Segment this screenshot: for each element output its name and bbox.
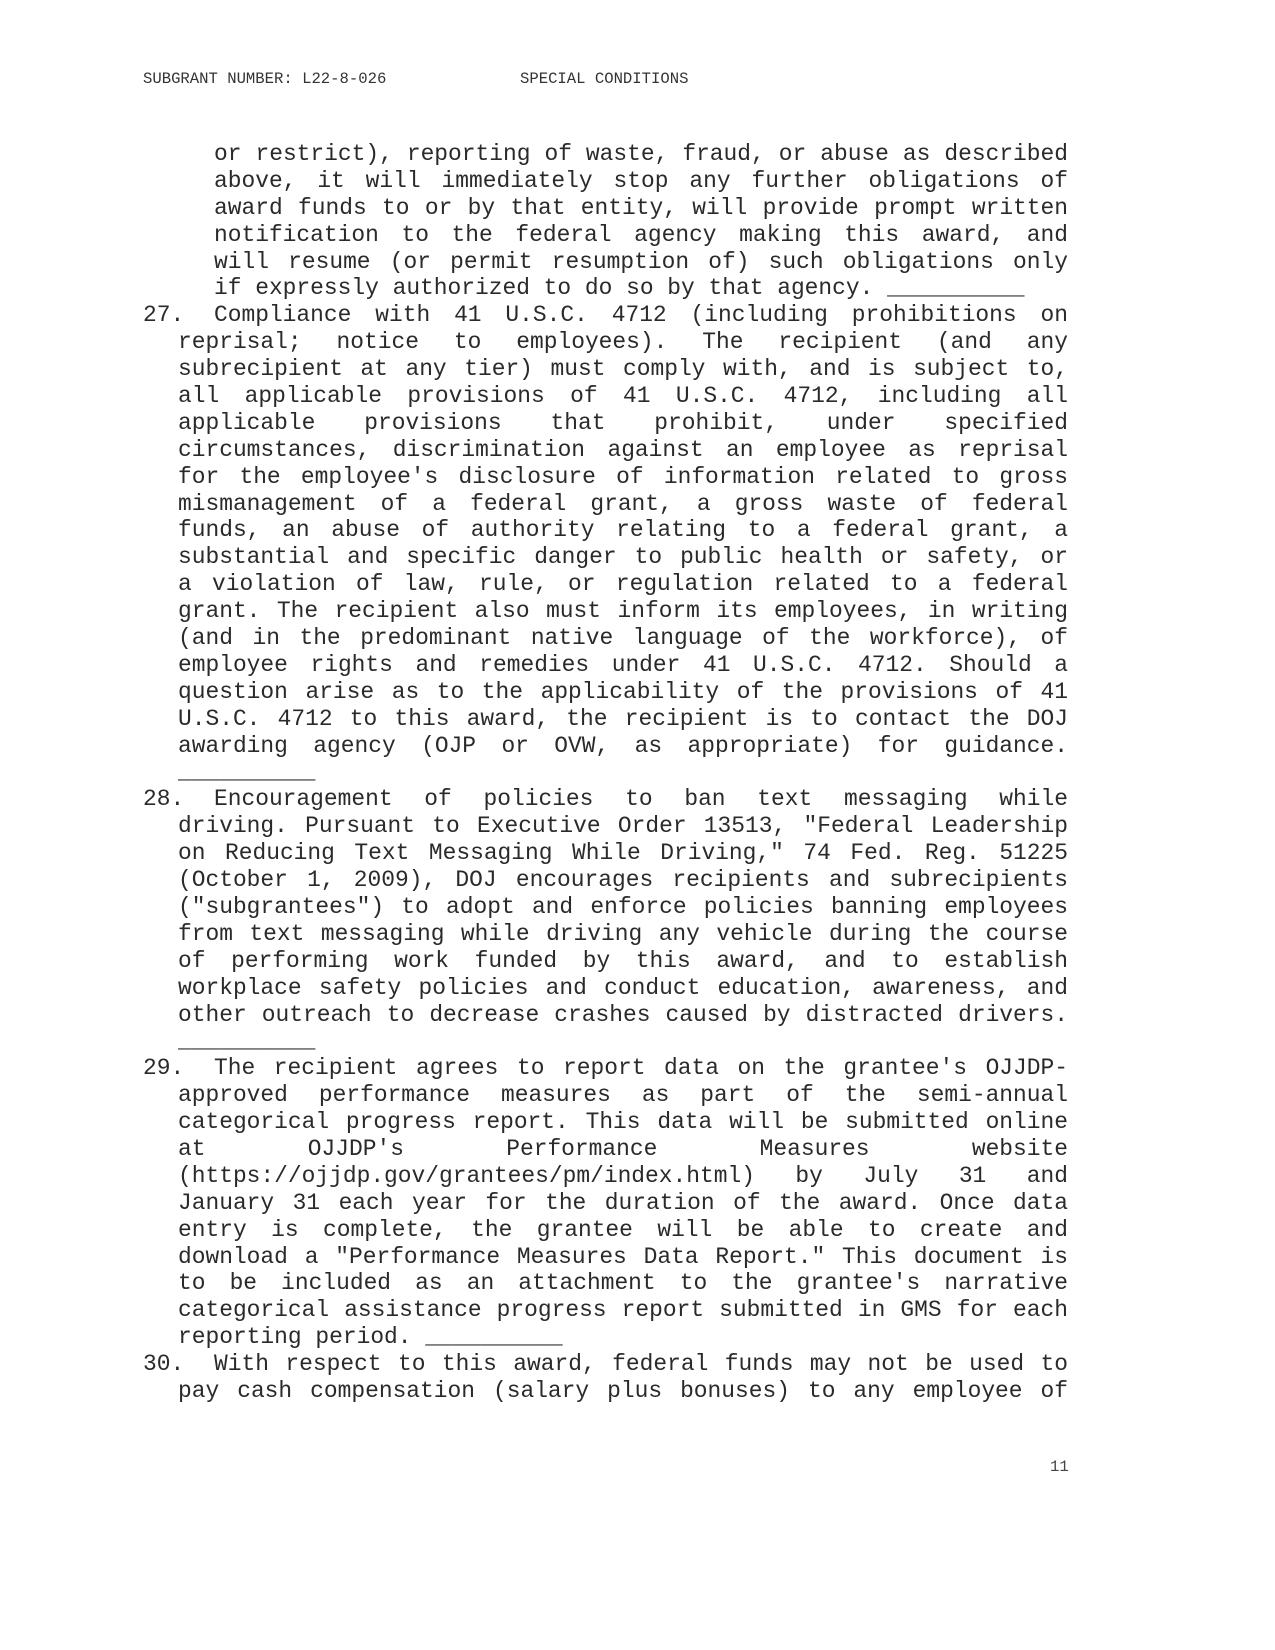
text-line: reporting period. __________ (178, 1324, 563, 1351)
condition-27 (0, 302, 1275, 786)
text-line: driving. Pursuant to Executive Order 13513, "Federal Leadership (178, 813, 1068, 840)
text-line: question arise as to the applicability of the provisions of 41 (178, 678, 1068, 705)
text-line: awarding agency (OJP or OVW, as appropriate) for guidance. (178, 732, 1068, 759)
text-line: applicable provisions that prohibit, under specified (178, 409, 1068, 436)
condition-number: 28. (143, 786, 185, 813)
text-line: will resume (or permit resumption of) such obligations only (214, 248, 1068, 275)
text-line: for the employee's disclosure of information related to gross (178, 463, 1068, 490)
text-line: funds, an abuse of authority relating to a federal grant, a (178, 517, 1068, 544)
text-line: (October 1, 2009), DOJ encourages recipients and subrecipients (178, 867, 1068, 894)
text-line: notification to the federal agency making this award, and (214, 221, 1068, 248)
text-line: U.S.C. 4712 to this award, the recipient is to contact the DOJ (178, 705, 1068, 732)
text-line: subrecipient at any tier) must comply with, and is subject to, (178, 356, 1068, 383)
text-line: from text messaging while driving any vehicle during the course (178, 920, 1068, 947)
text-line: substantial and specific danger to public health or safety, or (178, 544, 1068, 571)
condition-continued (0, 141, 1275, 302)
text-line: mismanagement of a federal grant, a gross waste of federal (178, 490, 1068, 517)
condition-number: 30. (143, 1351, 185, 1378)
condition-29 (0, 1055, 1275, 1351)
text-line: grant. The recipient also must inform its employees, in writing (178, 598, 1068, 625)
text-line: a violation of law, rule, or regulation related to a federal (178, 571, 1068, 598)
text-line: __________ (178, 759, 316, 786)
text-line: on Reducing Text Messaging While Driving," 74 Fed. Reg. 51225 (178, 840, 1068, 867)
text-line: reprisal; notice to employees). The recipient (and any (178, 329, 1068, 356)
text-line: Encouragement of policies to ban text messaging while (214, 786, 1068, 813)
header-title: SPECIAL CONDITIONS (520, 70, 689, 88)
text-line: January 31 each year for the duration of the award. Once data (178, 1189, 1068, 1216)
text-line: (https://ojjdp.gov/grantees/pm/index.html) by July 31 and (178, 1162, 1068, 1189)
text-line: all applicable provisions of 41 U.S.C. 4712, including all (178, 383, 1068, 410)
text-line: pay cash compensation (salary plus bonuses) to any employee of (178, 1377, 1068, 1404)
text-line: circumstances, discrimination against an employee as reprisal (178, 436, 1068, 463)
subgrant-number: SUBGRANT NUMBER: L22-8-026 (143, 70, 387, 88)
text-line: approved performance measures as part of the semi-annual (178, 1082, 1068, 1109)
text-line: at OJJDP's Performance Measures website (178, 1135, 1068, 1162)
text-line: employee rights and remedies under 41 U.S.C. 4712. Should a (178, 651, 1068, 678)
text-line: Compliance with 41 U.S.C. 4712 (including prohibitions on (214, 302, 1068, 329)
text-line: award funds to or by that entity, will provide prompt written (214, 194, 1068, 221)
text-line: The recipient agrees to report data on the grantee's OJJDP- (214, 1055, 1068, 1082)
text-line: With respect to this award, federal funds may not be used to (214, 1351, 1068, 1378)
text-line: download a "Performance Measures Data Report." This document is (178, 1243, 1068, 1270)
condition-number: 27. (143, 302, 185, 329)
condition-30 (0, 1351, 1275, 1405)
page-number: 11 (1050, 1458, 1069, 1476)
text-line: ("subgrantees") to adopt and enforce policies banning employees (178, 893, 1068, 920)
condition-number: 29. (143, 1055, 185, 1082)
text-line: categorical assistance progress report submitted in GMS for each (178, 1297, 1068, 1324)
text-line: if expressly authorized to do so by that agency. __________ (214, 275, 1025, 302)
text-line: __________ (178, 1028, 316, 1055)
text-line: categorical progress report. This data will be submitted online (178, 1109, 1068, 1136)
text-line: to be included as an attachment to the grantee's narrative (178, 1270, 1068, 1297)
text-line: (and in the predominant native language of the workforce), of (178, 625, 1068, 652)
text-line: above, it will immediately stop any further obligations of (214, 167, 1068, 194)
condition-28 (0, 786, 1275, 1055)
text-line: of performing work funded by this award, and to establish (178, 947, 1068, 974)
text-line: or restrict), reporting of waste, fraud, or abuse as described (214, 141, 1068, 167)
text-line: other outreach to decrease crashes caused by distracted drivers. (178, 1001, 1068, 1028)
text-line: workplace safety policies and conduct education, awareness, and (178, 974, 1068, 1001)
document-body (0, 141, 1275, 1405)
text-line: entry is complete, the grantee will be able to create and (178, 1216, 1068, 1243)
